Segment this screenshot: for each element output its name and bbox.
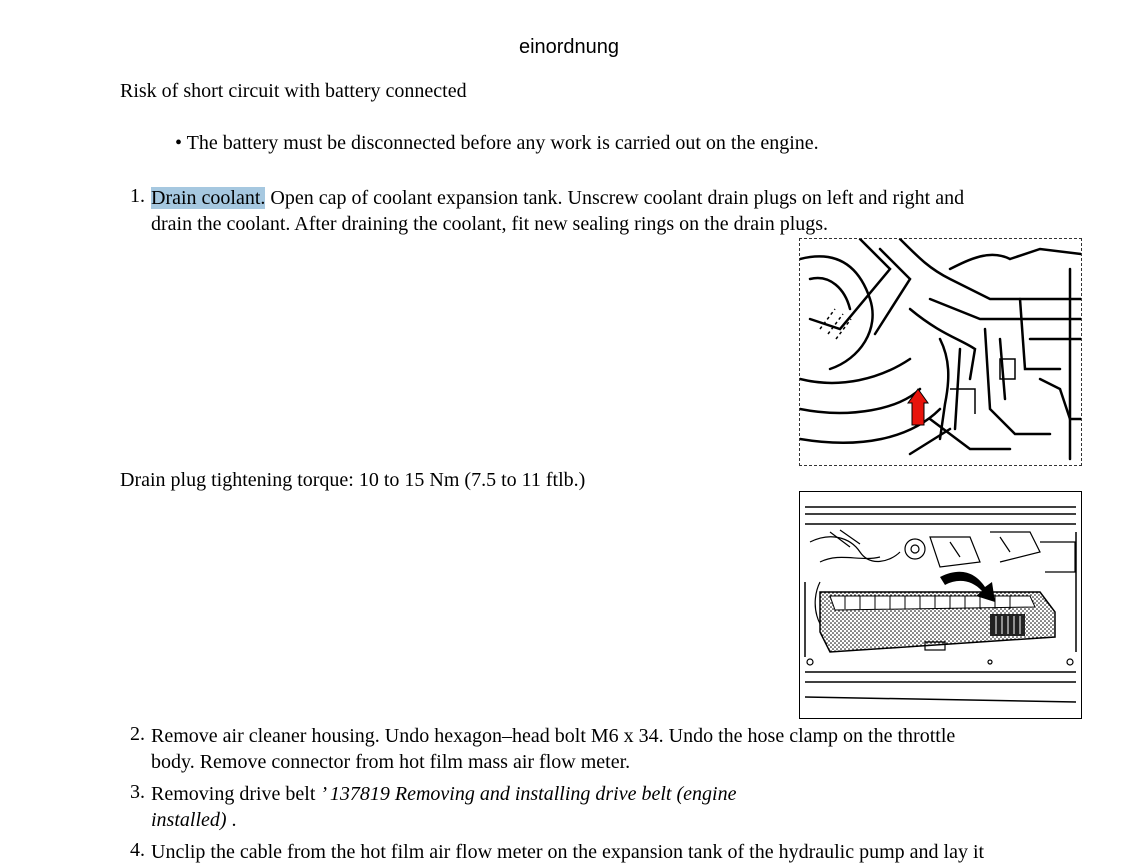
step-2-line-2: body. Remove connector from hot film mass air flow meter. — [151, 751, 631, 773]
step-3-tail: . — [226, 809, 237, 831]
coolant-drain-figure — [799, 238, 1082, 466]
step-1-highlight[interactable]: Drain coolant. — [151, 187, 266, 209]
step-3-line-1 — [151, 781, 736, 807]
red-arrow-icon — [908, 389, 928, 425]
drive-belt-reference-link-cont[interactable]: installed) — [151, 809, 227, 831]
step-1-line-2: drain the coolant. After draining the coolant, fit new sealing rings on the drain plugs. — [151, 213, 829, 235]
warning-bullet-text: The battery must be disconnected before any work is carried out on the engine. — [186, 132, 819, 154]
air-cleaner-illustration — [800, 492, 1081, 718]
drive-belt-reference-link[interactable]: ’ 137819 Removing and installing drive belt (engine — [320, 783, 737, 805]
step-2-line-1: Remove air cleaner housing. Undo hexagon–head bolt M6 x 34. Undo the hose clamp on the throttle — [151, 725, 956, 747]
step-3-number: 3. — [130, 781, 145, 803]
step-3-line-2 — [151, 807, 237, 833]
step-2-number: 2. — [130, 723, 145, 745]
bullet-icon: • — [175, 132, 183, 154]
page-header: einordnung — [518, 36, 620, 58]
coolant-drain-illustration — [800, 239, 1081, 465]
air-cleaner-figure — [799, 491, 1082, 719]
step-1-text: Open cap of coolant expansion tank. Unscrew coolant drain plugs on left and right and — [265, 187, 965, 209]
warning-heading: Risk of short circuit with battery connected — [120, 80, 467, 102]
step-4-line-1: Unclip the cable from the hot film air flow meter on the expansion tank of the hydraulic pump and lay it — [151, 841, 985, 863]
step-1-line-1 — [151, 185, 964, 211]
step-1-number: 1. — [130, 185, 145, 207]
step-3-text: Removing drive belt — [151, 783, 321, 805]
torque-note: Drain plug tightening torque: 10 to 15 Nm (7.5 to 11 ftlb.) — [120, 469, 586, 491]
step-4-number: 4. — [130, 839, 145, 861]
warning-bullet-item — [175, 130, 819, 156]
